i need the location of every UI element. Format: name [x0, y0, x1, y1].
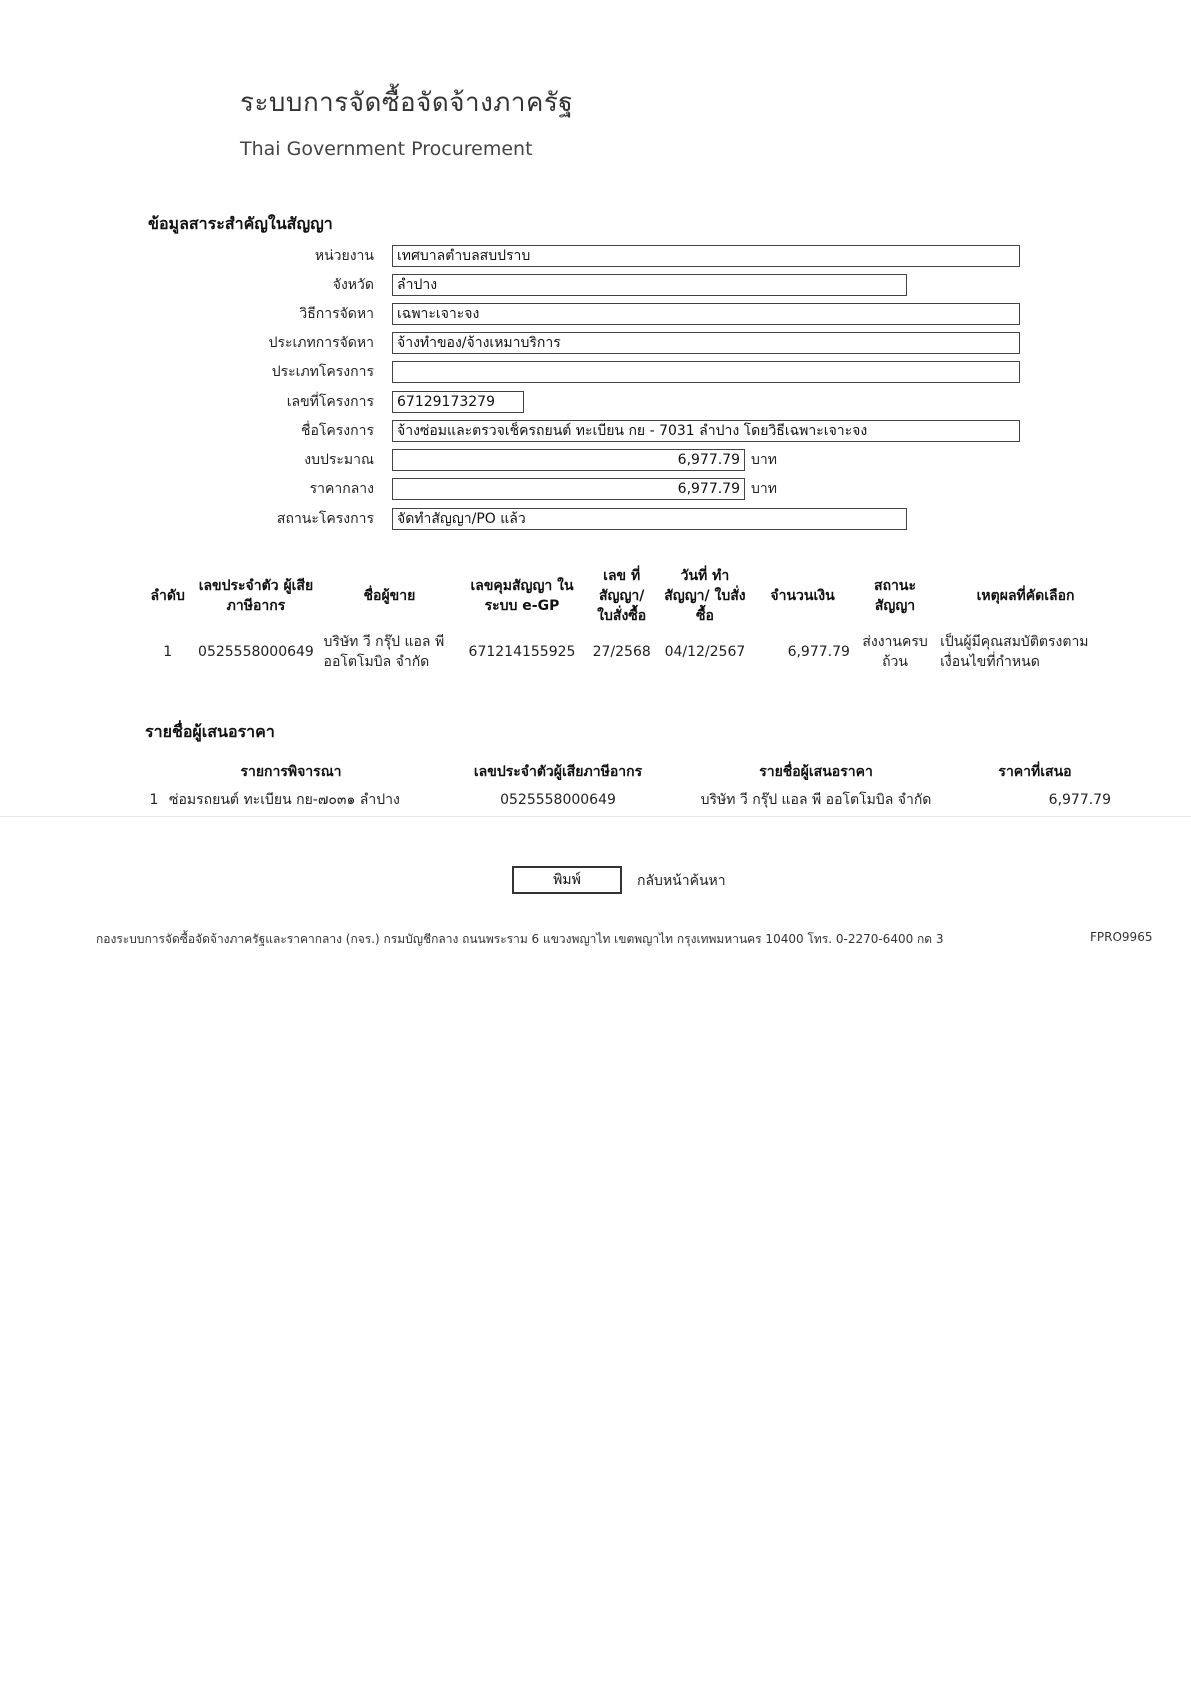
bidder-tax-id: 0525558000649	[500, 792, 616, 808]
field-row-project-status	[150, 507, 907, 531]
col-seq: ลำดับ	[150, 588, 185, 604]
currency-unit: บาท	[751, 481, 777, 497]
project-number-field: 67129173279	[392, 391, 524, 413]
field-label: เลขที่โครงการ	[286, 394, 374, 410]
field-label: สถานะโครงการ	[276, 511, 374, 527]
project-status-field: จัดทำสัญญา/PO แล้ว	[392, 508, 907, 530]
contract-seq: 1	[163, 644, 173, 660]
contract-reason: เป็นผู้มีคุณสมบัติตรงตามเงื่อนไขที่กำหนด	[940, 634, 1089, 670]
contract-amount: 6,977.79	[787, 644, 850, 660]
bidders-table	[143, 758, 1115, 814]
contracts-table	[143, 566, 1115, 678]
currency-unit: บาท	[751, 452, 777, 468]
col-amount: จำนวนเงิน	[770, 588, 835, 604]
field-row-procurement-type	[150, 331, 1020, 355]
contract-vendor: บริษัท วี กรุ๊ป แอล พี ออโตโมบิล จำกัด	[323, 634, 445, 670]
project-name-field: จ้างซ่อมและตรวจเช็ครถยนต์ ทะเบียน กย - 7031 ลำปาง โดยวิธีเฉพาะเจาะจง	[392, 420, 1020, 442]
field-label: งบประมาณ	[304, 452, 374, 468]
bidders-header-row	[143, 758, 1115, 786]
reference-price-field: 6,977.79	[392, 478, 745, 500]
page-title-en: Thai Government Procurement	[240, 138, 533, 160]
bid-price: 6,977.79	[1048, 792, 1111, 808]
bidder-item: ซ่อมรถยนต์ ทะเบียน กย-๗๐๓๑ ลำปาง	[169, 792, 400, 808]
col-bidder-name: รายชื่อผู้เสนอราคา	[759, 764, 873, 780]
procurement-type-field: จ้างทำของ/จ้างเหมาบริการ	[392, 332, 1020, 354]
province-field: ลำปาง	[392, 274, 907, 296]
table-row	[143, 626, 1115, 678]
contract-status: ส่งงานครบถ้วน	[862, 634, 928, 670]
method-field: เฉพาะเจาะจง	[392, 303, 1020, 325]
field-label: วิธีการจัดหา	[299, 306, 374, 322]
field-row-budget	[150, 448, 777, 472]
col-tax-id: เลขประจำตัว ผู้เสียภาษีอากร	[198, 578, 314, 614]
field-row-agency	[150, 244, 1020, 268]
col-status: สถานะ สัญญา	[874, 578, 917, 614]
contracts-header-row	[143, 566, 1115, 626]
footer-form-code: FPRO9965	[1090, 930, 1153, 944]
agency-field: เทศบาลตำบลสบปราบ	[392, 245, 1020, 267]
col-bidder-tax-id: เลขประจำตัวผู้เสียภาษีอากร	[473, 764, 643, 780]
project-type-field	[392, 361, 1020, 383]
footer-address: กองระบบการจัดซื้อจัดจ้างภาครัฐและราคากลาง (กจร.) กรมบัญชีกลาง ถนนพระราม 6 แขวงพญาไท เขตพญาไท กรุงเทพมหานคร 10400 โทร. 0-2270-6400 กด 3	[96, 932, 944, 946]
field-label: จังหวัด	[332, 277, 374, 293]
col-item: รายการพิจารณา	[240, 764, 342, 780]
field-row-project-type	[150, 360, 1020, 384]
col-vendor: ชื่อผู้ขาย	[363, 588, 416, 604]
page-title-th: ระบบการจัดซื้อจัดจ้างภาครัฐ	[240, 88, 574, 118]
field-label: ประเภทโครงการ	[271, 364, 374, 380]
contract-egp-number: 671214155925	[468, 644, 576, 660]
field-row-project-number	[150, 390, 524, 414]
summary-section-title: ข้อมูลสาระสำคัญในสัญญา	[148, 214, 333, 233]
field-label: หน่วยงาน	[314, 248, 374, 264]
field-label: ราคากลาง	[309, 481, 374, 497]
field-row-method	[150, 302, 1020, 326]
back-to-search-link[interactable]: กลับหน้าค้นหา	[637, 873, 726, 889]
field-row-reference-price	[150, 477, 777, 501]
field-row-province	[150, 273, 907, 297]
bidder-seq: 1	[149, 792, 159, 808]
col-reason: เหตุผลที่คัดเลือก	[976, 588, 1075, 604]
col-bid-price: ราคาที่เสนอ	[998, 764, 1072, 780]
budget-field: 6,977.79	[392, 449, 745, 471]
bidders-section-title: รายชื่อผู้เสนอราคา	[145, 722, 275, 741]
field-label: ชื่อโครงการ	[300, 423, 374, 439]
contract-number: 27/2568	[592, 644, 651, 660]
print-button[interactable]: พิมพ์	[512, 866, 622, 894]
scan-line-divider	[0, 816, 1191, 817]
contract-tax-id: 0525558000649	[198, 644, 314, 660]
field-row-project-name	[150, 419, 1020, 443]
col-egp-number: เลขคุมสัญญา ในระบบ e-GP	[470, 578, 574, 614]
table-row	[143, 786, 1115, 814]
contract-date: 04/12/2567	[664, 644, 746, 660]
col-contract-date: วันที่ ทำสัญญา/ ใบสั่งซื้อ	[664, 568, 746, 624]
field-label: ประเภทการจัดหา	[268, 335, 374, 351]
bidder-name: บริษัท วี กรุ๊ป แอล พี ออโตโมบิล จำกัด	[700, 792, 932, 808]
col-contract-no: เลข ที่สัญญา/ ใบสั่งซื้อ	[597, 568, 647, 624]
